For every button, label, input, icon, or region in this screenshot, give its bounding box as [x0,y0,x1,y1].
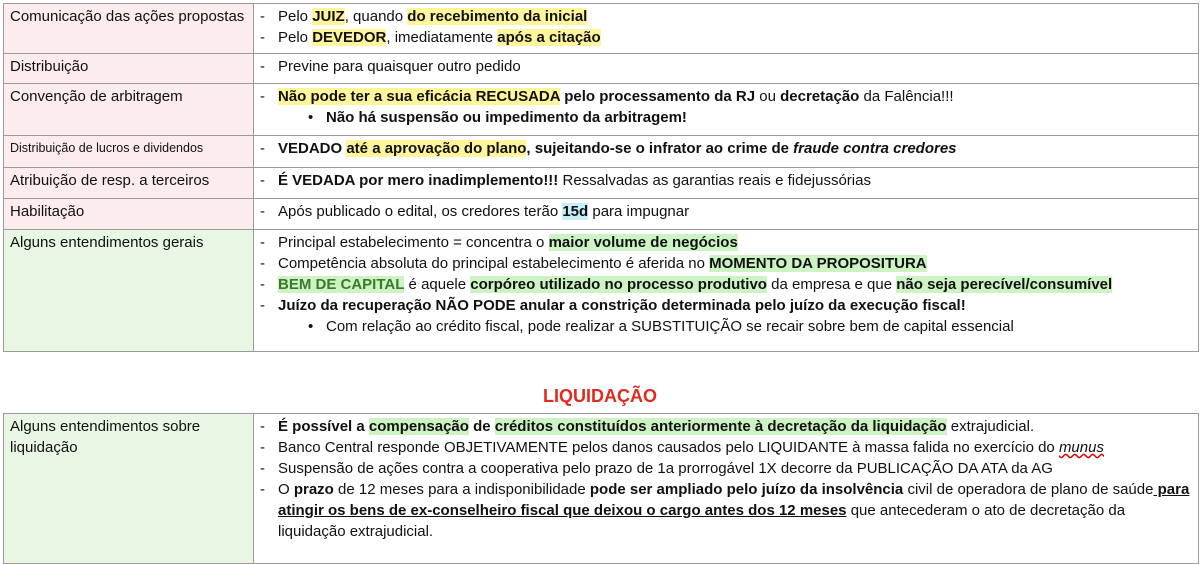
list-item: - O prazo de 12 meses para a indisponibilidade pode ser ampliado pelo juízo da insolvência civil de operadora de plano de saúde para atingir os bens de ex-conselheiro fiscal que deixou o cargo antes dos 12 meses que antecederam o ato de decretação da liquidação extrajudicial. [260,481,1190,540]
list-item: - Após publicado o edital, os credores terão 15d para impugnar [260,203,690,220]
row-content [254,199,1199,230]
list-item: - Não pode ter a sua eficácia RECUSADA pelo processamento da RJ ou decretação da Falência!!! [260,88,954,105]
list-item: - Competência absoluta do principal estabelecimento é aferida no MOMENTO DA PROPOSITURA [260,255,927,272]
row-label: Distribuição [4,54,254,84]
table-row [4,4,1199,54]
table-row [4,168,1199,199]
row-label: Alguns entendimentos gerais [4,230,254,352]
summary-table-1 [3,3,1199,352]
row-content [254,84,1199,136]
row-content [254,4,1199,54]
row-label: Comunicação das ações propostas [4,4,254,54]
sub-list-item: • Com relação ao crédito fiscal, pode realizar a SUBSTITUIÇÃO se recair sobre bem de capital essencial [308,318,1014,335]
sub-list-item: • Não há suspensão ou impedimento da arbitragem! [308,109,687,126]
row-label: Atribuição de resp. a terceiros [4,168,254,199]
row-content [254,54,1199,84]
table-row [4,199,1199,230]
row-label: Habilitação [4,199,254,230]
list-item: - É possível a compensação de créditos constituídos anteriormente à decretação da liquidação extrajudicial. [260,418,1035,435]
row-label: Convenção de arbitragem [4,84,254,136]
list-item: - BEM DE CAPITAL é aquele corpóreo utilizado no processo produtivo da empresa e que não seja perecível/consumível [260,276,1113,293]
list-item: - Suspensão de ações contra a cooperativa pelo prazo de 1a prorrogável 1X decorre da PUBLICAÇÃO DA ATA da AG [260,460,1053,477]
table-row [4,414,1199,564]
table-row [4,84,1199,136]
section-title: LIQUIDAÇÃO [543,386,657,406]
list-item: - Pelo DEVEDOR, imediatamente após a citação [260,29,601,46]
list-item: - VEDADO até a aprovação do plano, sujeitando-se o infrator ao crime de fraude contra credores [260,140,957,157]
row-content [254,230,1199,352]
row-label: Distribuição de lucros e dividendos [4,136,254,168]
list-item: - Banco Central responde OBJETIVAMENTE pelos danos causados pelo LIQUIDANTE à massa falida no exercício do munus [260,439,1104,456]
list-item: - É VEDADA por mero inadimplemento!!! Ressalvadas as garantias reais e fidejussórias [260,172,871,189]
list-item: - Previne para quaisquer outro pedido [260,58,521,75]
row-content [254,168,1199,199]
list-item: - Principal estabelecimento = concentra o maior volume de negócios [260,234,738,251]
summary-table-2 [3,413,1199,564]
table-row [4,136,1199,168]
list-item: - Juízo da recuperação NÃO PODE anular a constrição determinada pelo juízo da execução fiscal! [260,297,966,314]
table-row [4,54,1199,84]
row-content [254,136,1199,168]
row-label: Alguns entendimentos sobre liquidação [4,414,254,564]
row-content [254,414,1199,564]
table-row [4,230,1199,352]
list-item: - Pelo JUIZ, quando do recebimento da inicial [260,8,588,25]
